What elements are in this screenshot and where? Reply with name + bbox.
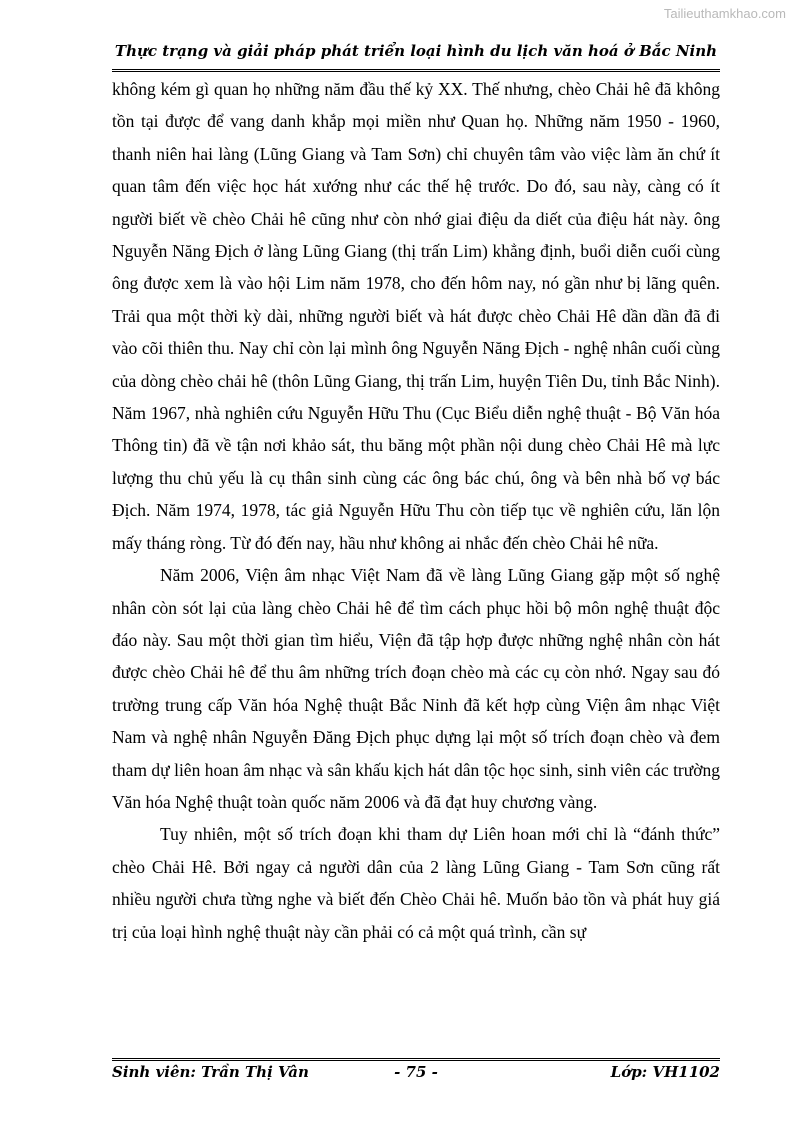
footer-class-code: Lớp: VH1102 bbox=[610, 1063, 720, 1081]
footer-divider bbox=[112, 1058, 720, 1061]
page-footer bbox=[112, 1062, 720, 1084]
paragraph-2: Năm 2006, Viện âm nhạc Việt Nam đã về làng Lũng Giang gặp một số nghệ nhân còn sót lại của làng chèo Chải hê để tìm cách phục hồi bộ môn nghệ thuật độc đáo này. Sau một thời gian tìm hiểu, Viện đã tập hợp được những nghệ nhân còn hát được chèo Chải hê để thu âm những trích đoạn chèo mà các cụ còn nhớ. Ngay sau đó trường trung cấp Văn hóa Nghệ thuật Bắc Ninh đã kết hợp cùng Viện âm nhạc Việt Nam và nghệ nhân Nguyễn Đăng Địch phục dựng lại một số trích đoạn chèo và đem tham dự liên hoan âm nhạc và sân khấu kịch hát dân tộc học sinh, sinh viên các trường Văn hóa Nghệ thuật toàn quốc năm 2006 và đã đạt huy chương vàng. bbox=[112, 565, 720, 812]
watermark-text: Tailieuthamkhao.com bbox=[663, 6, 786, 21]
footer-student-name: Sinh viên: Trần Thị Vân bbox=[112, 1063, 309, 1081]
header-divider bbox=[112, 69, 720, 72]
footer-page-number: - 75 - bbox=[394, 1063, 438, 1081]
document-body bbox=[112, 73, 720, 948]
page-header-title: Thực trạng và giải pháp phát triển loại hình du lịch văn hoá ở Bắc Ninh bbox=[114, 42, 718, 60]
paragraph-1: không kém gì quan họ những năm đầu thế kỷ XX. Thế nhưng, chèo Chải hê đã không tồn tại được để vang danh khắp mọi miền như Quan họ. Những năm 1950 - 1960, thanh niên hai làng (Lũng Giang và Tam Sơn) chỉ chuyên tâm vào việc làm ăn chứ ít quan tâm đến việc học hát xướng như các thế hệ trước. Do đó, sau này, càng có ít người biết về chèo Chải hê cũng như còn nhớ giai điệu da diết của điệu hát này. ông Nguyễn Năng Địch ở làng Lũng Giang (thị trấn Lim) khẳng định, buổi diễn cuối cùng ông được xem là vào hội Lim năm 1978, cho đến hôm nay, nó gần như bị lãng quên. Trải qua một thời kỳ dài, những người biết và hát được chèo Chải Hê dần dần đã đi vào cõi thiên thu. Nay chỉ còn lại mình ông Nguyễn Năng Địch - nghệ nhân cuối cùng của dòng chèo chải hê (thôn Lũng Giang, thị trấn Lim, huyện Tiên Du, tỉnh Bắc Ninh). Năm 1967, nhà nghiên cứu Nguyễn Hữu Thu (Cục Biểu diễn nghệ thuật - Bộ Văn hóa Thông tin) đã về tận nơi khảo sát, thu băng một phần nội dung chèo Chải Hê mà lực lượng thu chủ yếu là cụ thân sinh cùng các ông bác chú, ông và bên nhà bố vợ bác Địch. Năm 1974, 1978, tác giả Nguyễn Hữu Thu còn tiếp tục về nghiên cứu, lăn lộn mấy tháng ròng. Từ đó đến nay, hầu như không ai nhắc đến chèo Chải hê nữa. bbox=[112, 79, 720, 553]
paragraph-3: Tuy nhiên, một số trích đoạn khi tham dự Liên hoan mới chỉ là “đánh thức” chèo Chải Hê. Bởi ngay cả người dân của 2 làng Lũng Giang - Tam Sơn cũng rất nhiều người chưa từng nghe và biết đến Chèo Chải hê. Muốn bảo tồn và phát huy giá trị của loại hình nghệ thuật này cần phải có cả một quá trình, cần sự bbox=[112, 824, 720, 942]
